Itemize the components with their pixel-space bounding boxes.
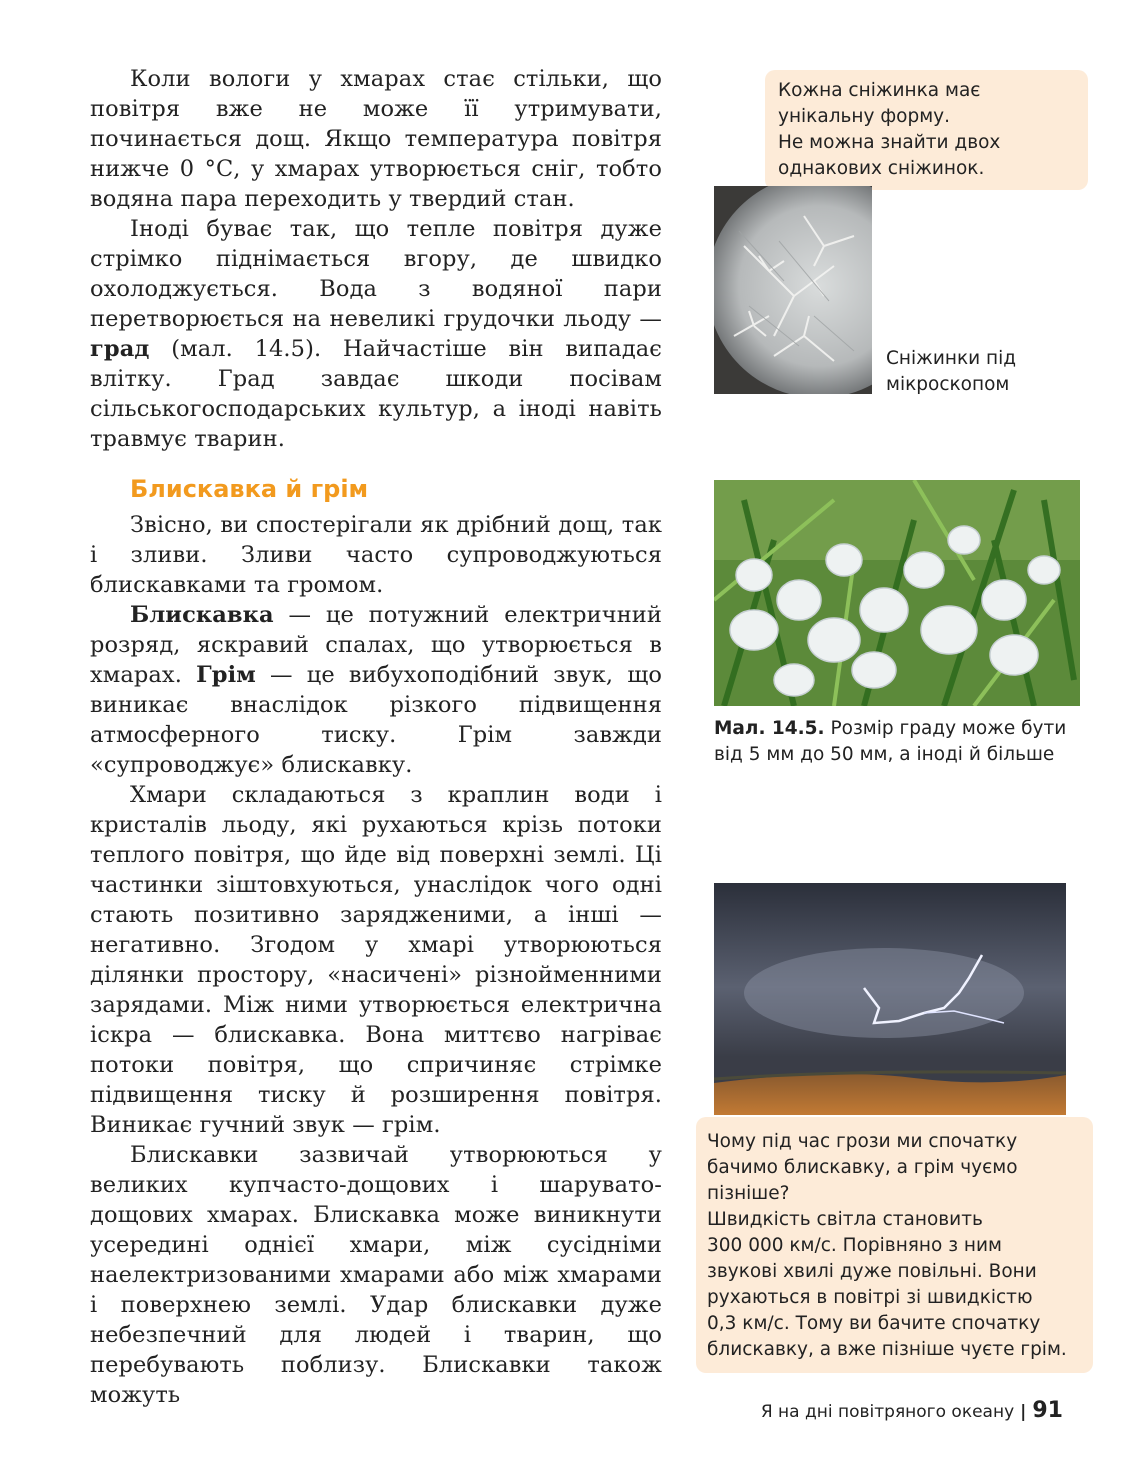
term-thunder: Грім — [196, 662, 256, 688]
hail-photo — [714, 480, 1080, 706]
paragraph-showers: Звісно, ви спостерігали як дрібний дощ, так і зливи. Зливи часто супроводжуються блискавками та громом. — [90, 512, 662, 598]
paragraph-hail: Іноді буває так, що тепле повітря дуже стрімко піднімається вгору, де швидко охолоджується. Вода з водяної пари перетворюється на невеликі грудочки льоду — град (мал. 14.5). Найчастіше він випадає влітку. Град завдає шкоди посівам сільськогосподарських культур, а іноді навіть травмує тварин. — [90, 216, 662, 452]
lightning-photo — [714, 883, 1066, 1115]
paragraph-definitions: Блискавка — це потужний електричний розряд, яскравий спалах, що утворюється в хмарах. Грім — це вибухоподібний звук, що виникає внаслідок різкого підвищення атмосферного тиску. Грім завжди «супроводжує» блискавку. — [90, 602, 662, 778]
page-number: 91 — [1032, 1398, 1063, 1423]
footer-separator: | — [1020, 1402, 1027, 1422]
light-sound-note: Чому під час грози ми спочатку бачимо блискавку, а грім чуємо пізніше? Швидкість світла становить 300 000 км/с. Порівняно з ним звукові хвилі дуже повільні. Вони рухаються в повітрі зі швидкістю 0,3 км/с. Тому ви бачите спочатку блискавку, а вже пізніше чуєте грім. — [696, 1117, 1093, 1373]
main-text-column — [90, 64, 662, 1410]
snowflake-note: Кожна сніжинка має унікальну форму. Не можна знайти двох однакових сніжинок. — [765, 70, 1088, 190]
term-lightning: Блискавка — [130, 602, 274, 628]
section-heading: Блискавка й грім — [130, 475, 369, 503]
paragraph-lightning-types: Блискавки зазвичай утворюються у великих купчасто-дощових і шарувато-дощових хмарах. Блискавка може виникнути усередині однієї хмари, між сусідніми наелектризованими хмарами або між хмарами і поверхнею землі. Удар блискавки дуже небезпечний для людей і тварин, що перебувають поблизу. Блискавки також можуть — [90, 1142, 662, 1408]
paragraph-rain-snow: Коли вологи у хмарах стає стільки, що повітря вже не може її утримувати, починається дощ. Якщо температура повітря нижче 0 °С, у хмарах утворюється сніг, тобто водяна пара переходить у твердий стан. — [90, 66, 662, 212]
hail-caption: Мал. 14.5. Розмір граду може бути від 5 мм до 50 мм, а іноді й більше — [714, 718, 1067, 765]
term-hail: град — [90, 336, 150, 362]
snowflake-microscope-photo — [714, 186, 872, 394]
snowflake-caption: Сніжинки під мікроскопом — [886, 348, 1017, 395]
chapter-title: Я на дні повітряного океану — [760, 1402, 1015, 1422]
figure-label: Мал. 14.5. — [714, 718, 825, 739]
paragraph-cloud-charges: Хмари складаються з краплин води і кристалів льоду, які рухаються крізь потоки теплого повітря, що йде від поверхні землі. Ці частинки зіштовхуються, унаслідок чого одні стають позитивно зарядженими, а інші — негативно. Згодом у хмарі утворюються ділянки простору, «насичені» різнойменними зарядами. Між ними утворюється електрична іскра — блискавка. Вона миттєво нагріває потоки повітря, що спричиняє стрімке підвищення тиску й розширення повітря. Виникає гучний звук — грім. — [90, 782, 662, 1138]
page-footer — [761, 1398, 1063, 1423]
